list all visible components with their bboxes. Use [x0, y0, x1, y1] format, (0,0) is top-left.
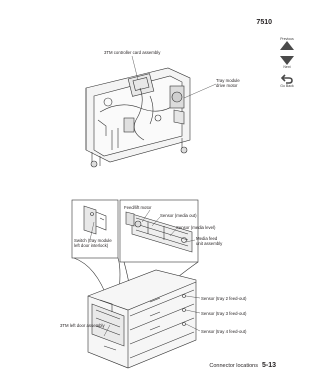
page-footer	[209, 362, 276, 369]
label-left-door: 3TM left door assembly	[60, 323, 105, 328]
label-switch-line2: left door interlock)	[74, 243, 109, 248]
label-sensor-tray4: Sensor (tray 4 feed-out)	[201, 329, 247, 334]
tray-module-front-illustration	[88, 270, 196, 368]
label-tray-motor-line1: Tray module	[216, 78, 240, 83]
label-sensor-tray2: Sensor (tray 2 feed-out)	[201, 296, 247, 301]
model-code: 7510	[256, 19, 272, 26]
switch-inset-frame	[72, 200, 120, 300]
label-switch-line1: Switch (tray module	[74, 238, 112, 243]
label-media-feed-line1: Media feed	[196, 236, 218, 241]
page-number: 5-13	[261, 362, 276, 369]
label-controller-card: 3TM controller card assembly	[104, 50, 161, 55]
label-tray-motor-line2: drive motor	[216, 83, 238, 88]
previous-label: Previous	[280, 37, 294, 41]
label-sensor-media-level: Sensor (media level)	[176, 225, 216, 230]
label-sensor-tray3: Sensor (tray 3 feed-out)	[201, 311, 247, 316]
tray-module-rear-illustration	[86, 68, 190, 167]
label-media-feed-line2: unit assembly	[196, 241, 223, 246]
footer-section: Connector locations	[209, 363, 258, 369]
label-feed-lift-motor: Feed/lift motor	[124, 205, 152, 210]
label-sensor-media-out: Sensor (media out)	[160, 213, 197, 218]
go-back-label: Go Back	[280, 84, 294, 88]
next-label: Next	[283, 65, 291, 69]
